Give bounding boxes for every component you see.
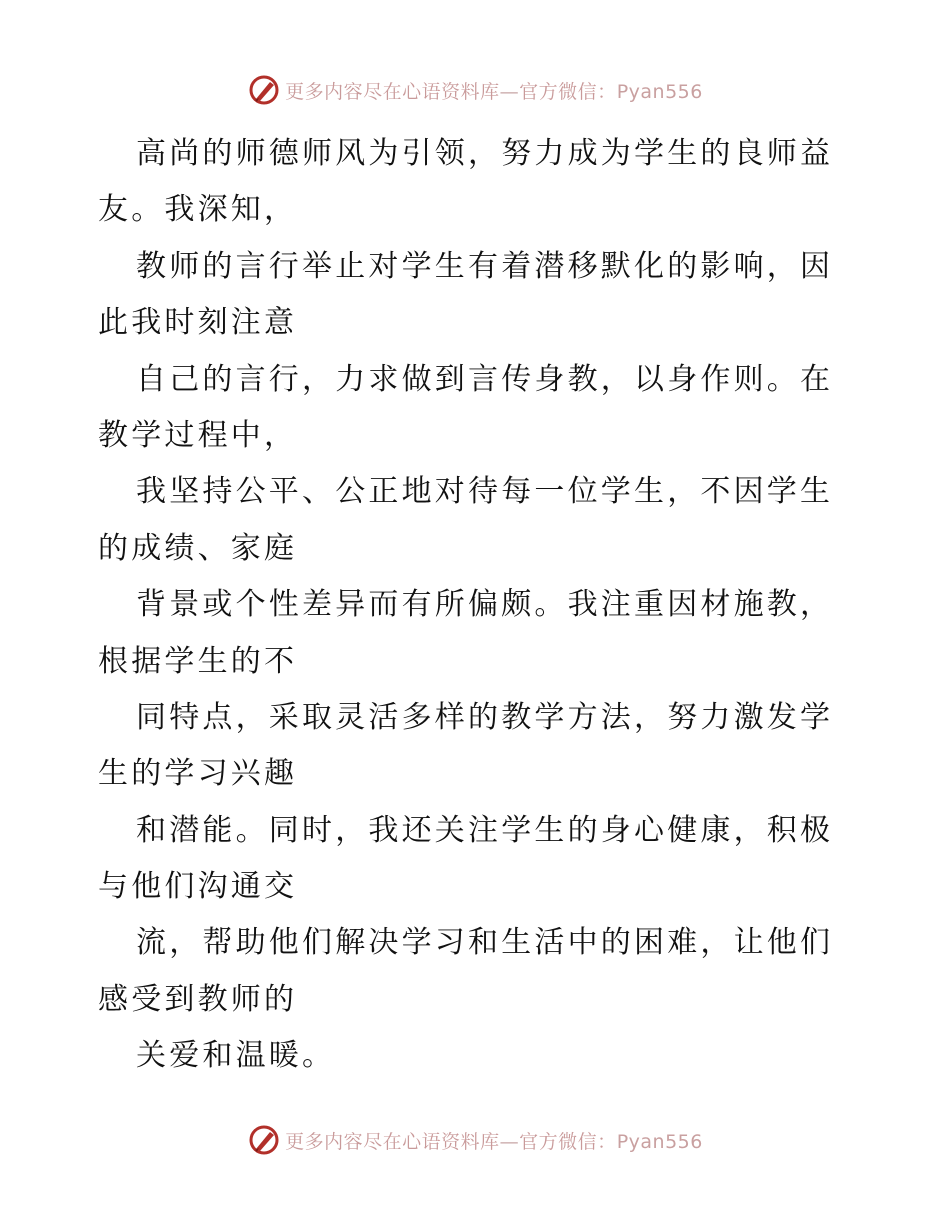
paragraph-line: 高尚的师德师风为引领，努力成为学生的良师益 [136, 136, 834, 171]
quill-pen-logo-icon [247, 73, 281, 107]
document-body [98, 126, 858, 1085]
quill-pen-logo-icon [247, 1123, 281, 1157]
banner-text [285, 1127, 703, 1154]
banner-dash: — [499, 1130, 520, 1153]
paragraph-line: 背景或个性差异而有所偏颇。我注重因材施教， [136, 587, 834, 623]
paragraph-line: 我坚持公平、公正地对待每一位学生，不因学生 [136, 474, 834, 510]
paragraph-line-wrap: 感受到教师的 [98, 981, 298, 1017]
paragraph-line-wrap: 生的学习兴趣 [98, 756, 298, 792]
paragraph-line-wrap: 教学过程中， [98, 417, 298, 453]
paragraph-line-wrap: 根据学生的不 [98, 643, 298, 679]
banner-wechat-handle: Pyan556 [616, 80, 703, 103]
banner-wechat-handle: Pyan556 [616, 1130, 703, 1153]
paragraph-line-wrap: 与他们沟通交 [98, 869, 298, 905]
paragraph-line-wrap: 的成绩、家庭 [98, 530, 298, 566]
paragraph-line-wrap: 此我时刻注意 [98, 305, 298, 341]
header-banner [0, 70, 950, 110]
paragraph-line: 和潜能。同时，我还关注学生的身心健康，积极 [136, 812, 834, 848]
paragraph-line: 教师的言行举止对学生有着潜移默化的影响，因 [136, 248, 834, 284]
footer-banner [0, 1120, 950, 1160]
banner-site-name: 更多内容尽在心语资料库 [285, 1130, 500, 1153]
paragraph-line: 关爱和温暖。 [136, 1038, 336, 1074]
banner-text [285, 77, 703, 104]
paragraph-line-wrap: 友。我深知， [98, 192, 298, 228]
paragraph-line: 同特点，采取灵活多样的教学方法，努力激发学 [136, 699, 834, 735]
banner-wechat-label: 官方微信： [519, 80, 617, 103]
paragraph-line: 流，帮助他们解决学习和生活中的困难，让他们 [136, 925, 834, 961]
banner-wechat-label: 官方微信： [519, 1130, 617, 1153]
banner-dash: — [499, 80, 520, 103]
banner-site-name: 更多内容尽在心语资料库 [285, 80, 500, 103]
paragraph-line: 自己的言行，力求做到言传身教，以身作则。在 [136, 361, 834, 397]
